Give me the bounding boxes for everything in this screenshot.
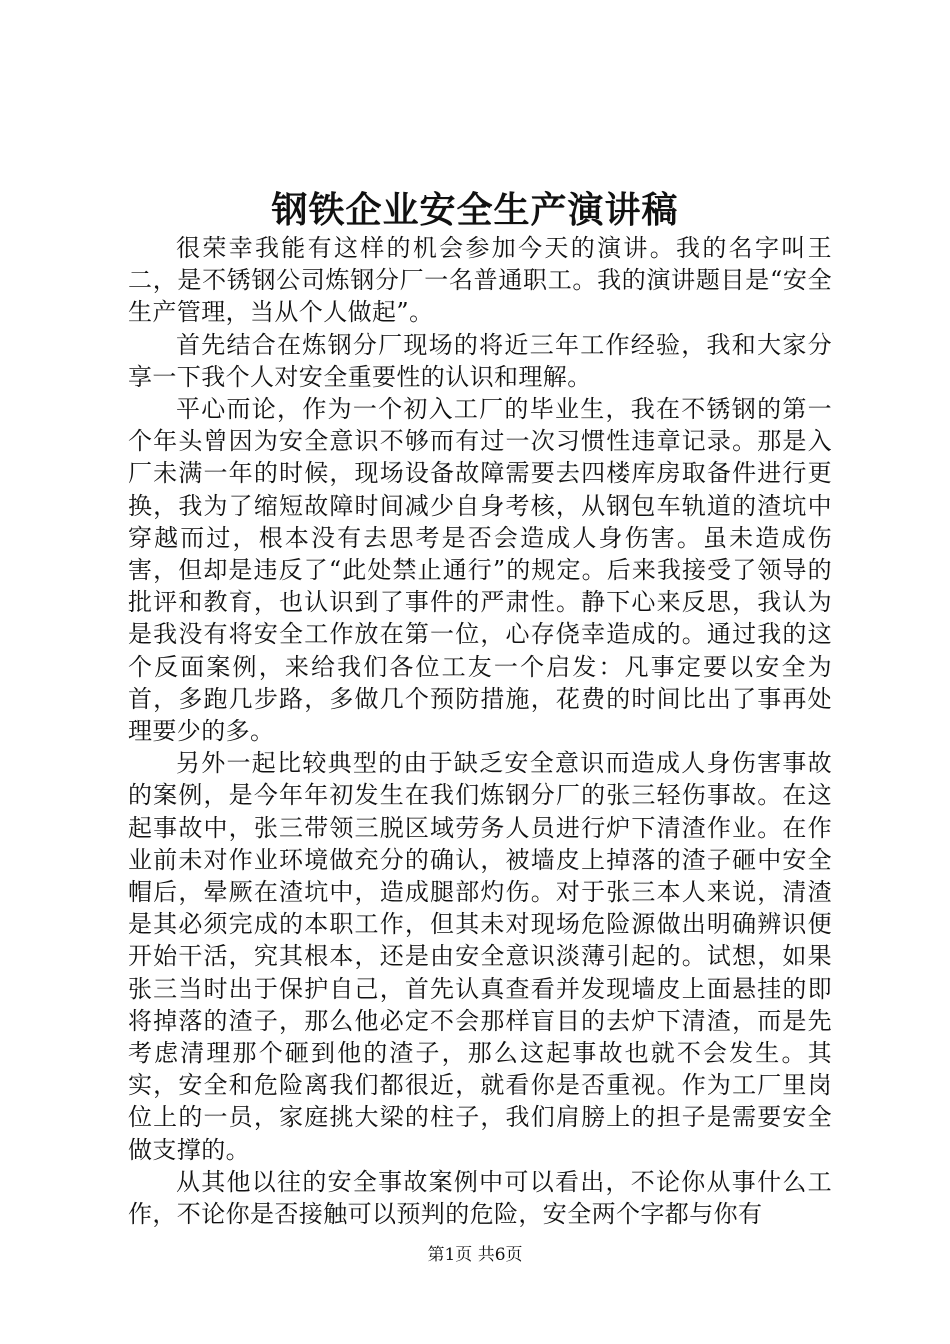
paragraph-5: 从其他以往的安全事故案例中可以看出，不论你从事什么工作，不论你是否接触可以预判的危险，安全两个字都与你有 [128,1167,832,1229]
paragraph-3: 平心而论，作为一个初入工厂的毕业生，我在不锈钢的第一个年头曾因为安全意识不够而有过一次习惯性违章记录。那是入厂未满一年的时候，现场设备故障需要去四楼库房取备件进行更换，我为了缩短故障时间减少自身考核，从钢包车轨道的渣坑中穿越而过，根本没有去思考是否会造成人身伤害。虽未造成伤害，但却是违反了“此处禁止通行”的规定。后来我接受了领导的批评和教育，也认识到了事件的严肃性。静下心来反思，我认为是我没有将安全工作放在第一位，心存侥幸造成的。通过我的这个反面案例，来给我们各位工友一个启发：凡事定要以安全为首，多跑几步路，多做几个预防措施，花费的时间比出了事再处理要少的多。 [128,395,832,746]
paragraph-2: 首先结合在炼钢分厂现场的将近三年工作经验，我和大家分享一下我个人对安全重要性的认识和理解。 [128,330,832,391]
document-body [128,232,832,1230]
document-title: 钢铁企业安全生产演讲稿 [271,189,679,231]
page-number-footer: 第1页 共6页 [427,1245,523,1265]
paragraph-1: 很荣幸我能有这样的机会参加今天的演讲。我的名字叫王二，是不锈钢公司炼钢分厂一名普通职工。我的演讲题目是“安全生产管理，当从个人做起”。 [128,234,832,327]
paragraph-4: 另外一起比较典型的由于缺乏安全意识而造成人身伤害事故的案例，是今年年初发生在我们炼钢分厂的张三轻伤事故。在这起事故中，张三带领三脱区域劳务人员进行炉下清渣作业。在作业前未对作业环境做充分的确认，被墙皮上掉落的渣子砸中安全帽后，晕厥在渣坑中，造成腿部灼伤。对于张三本人来说，清渣是其必须完成的本职工作，但其未对现场危险源做出明确辨识便开始干活，究其根本，还是由安全意识淡薄引起的。试想，如果张三当时出于保护自己，首先认真查看并发现墙皮上面悬挂的即将掉落的渣子，那么他必定不会那样盲目的去炉下清渣，而是先考虑清理那个砸到他的渣子，那么这起事故也就不会发生。其实，安全和危险离我们都很近，就看你是否重视。作为工厂里岗位上的一员，家庭挑大梁的柱子，我们肩膀上的担子是需要安全做支撑的。 [128,749,832,1164]
